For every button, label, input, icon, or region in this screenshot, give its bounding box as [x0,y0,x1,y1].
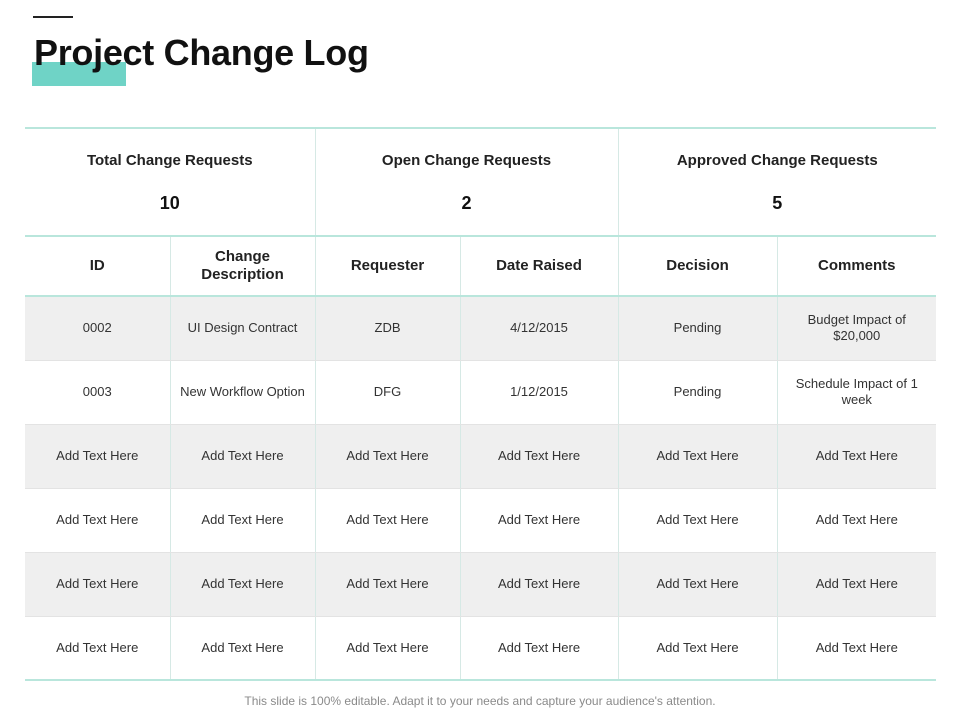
table-cell: Add Text Here [315,552,460,616]
summary-approved-requests [618,128,936,236]
table-cell: Add Text Here [460,552,618,616]
summary-label: Total Change Requests [86,152,253,169]
table-cell: Add Text Here [25,616,170,680]
column-header-date-raised: Date Raised [460,236,618,296]
table-row [25,360,936,424]
table-cell: 0003 [25,360,170,424]
summary-label: Open Change Requests [381,152,552,169]
table-cell: Add Text Here [170,552,315,616]
table-header-row [25,236,936,296]
table-cell: Add Text Here [460,616,618,680]
table-cell: DFG [315,360,460,424]
table-cell: Add Text Here [618,488,777,552]
summary-total-requests [25,128,315,236]
table-row [25,488,936,552]
table-row [25,552,936,616]
summary-value: 10 [159,193,180,213]
table-cell: Add Text Here [618,424,777,488]
table-cell: UI Design Contract [170,296,315,360]
table-row [25,296,936,360]
table-row [25,616,936,680]
table-cell: Add Text Here [315,424,460,488]
table-cell: Add Text Here [25,552,170,616]
change-log-table [25,127,936,681]
table-cell: Add Text Here [460,488,618,552]
top-decorative-line [33,16,73,18]
summary-value: 5 [772,193,783,213]
column-header-requester: Requester [315,236,460,296]
table-cell: Add Text Here [25,424,170,488]
page-title: Project Change Log [34,32,369,73]
table-cell: Add Text Here [777,424,936,488]
table-cell: 4/12/2015 [460,296,618,360]
table-cell: Schedule Impact of 1 week [777,360,936,424]
table-cell: Add Text Here [170,616,315,680]
table-cell: Add Text Here [315,488,460,552]
column-header-decision: Decision [618,236,777,296]
footer-note: This slide is 100% editable. Adapt it to your needs and capture your audience's attention. [244,694,716,708]
table-cell: Add Text Here [618,552,777,616]
table-cell: Add Text Here [170,488,315,552]
table-cell: Budget Impact of $20,000 [777,296,936,360]
table-cell: Add Text Here [170,424,315,488]
summary-open-requests [315,128,618,236]
table-cell: ZDB [315,296,460,360]
table-cell: Add Text Here [777,488,936,552]
column-header-change-description: Change Description [170,236,315,296]
table-cell: Pending [618,296,777,360]
table-cell: Add Text Here [777,552,936,616]
table-cell: Add Text Here [315,616,460,680]
summary-label: Approved Change Requests [676,152,878,169]
table-cell: Add Text Here [25,488,170,552]
table-cell: Add Text Here [460,424,618,488]
summary-value: 2 [461,193,472,213]
table-cell: Add Text Here [618,616,777,680]
column-header-comments: Comments [777,236,936,296]
table-row [25,424,936,488]
summary-row [25,128,936,236]
table-cell: Pending [618,360,777,424]
column-header-id: ID [25,236,170,296]
table-cell: 0002 [25,296,170,360]
table-cell: Add Text Here [777,616,936,680]
table-cell: New Workflow Option [170,360,315,424]
table-cell: 1/12/2015 [460,360,618,424]
